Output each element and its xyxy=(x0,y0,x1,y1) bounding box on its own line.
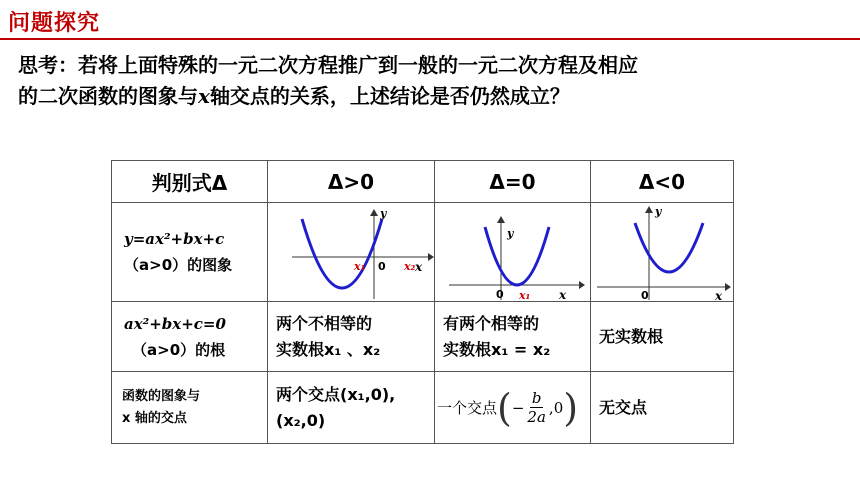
intersection-one-point-formula xyxy=(437,385,579,430)
equation-expression: ax²+bx+c=0 xyxy=(124,314,226,333)
graph-cell-two-roots xyxy=(268,203,435,302)
graph-cell-no-root xyxy=(591,203,734,302)
question-line-2-post: 轴交点的关系，上述结论是否仍然成立？ xyxy=(209,84,570,108)
roots-two-equal-line1: 有两个相等的 xyxy=(443,313,540,333)
parabola-no-root-graph xyxy=(591,203,733,301)
right-paren: ) xyxy=(563,385,579,430)
header-delta-zero: Δ=0 xyxy=(435,161,591,203)
fraction-numerator: b xyxy=(531,389,542,407)
table-header-row xyxy=(112,161,734,203)
left-paren: ( xyxy=(497,385,512,430)
intersection-row xyxy=(112,372,734,444)
intersection-two-points xyxy=(268,372,435,444)
graph3-x-label: x xyxy=(715,289,723,301)
parabola-one-root-graph xyxy=(435,203,590,301)
roots-row-label xyxy=(112,302,268,372)
roots-two-equal xyxy=(435,302,591,372)
function-condition: （a>0）的图象 xyxy=(124,256,233,274)
graph2-y-label: y xyxy=(507,227,514,240)
header-delta-positive: Δ>0 xyxy=(268,161,435,203)
section-title: 问题探究 xyxy=(8,11,101,36)
intersection-label-line2: x 轴的交点 xyxy=(122,410,187,426)
graph2-x-label: x xyxy=(559,288,567,301)
function-expression: y=ax²+bx+c xyxy=(124,230,225,248)
graph2-root-label: x₁ xyxy=(519,289,531,301)
graph3-y-label: y xyxy=(655,205,662,218)
header-discriminant: 判别式Δ xyxy=(112,161,268,203)
header-delta-negative: Δ<0 xyxy=(591,161,734,203)
graph-cell-one-root xyxy=(435,203,591,302)
fraction-tail: ,0 xyxy=(548,398,564,417)
graph3-origin-label: 0 xyxy=(641,289,649,301)
intersection-two-points-line2: (x₂,0) xyxy=(276,410,326,430)
graph-row-label xyxy=(112,203,268,302)
question-line-2-pre: 的二次函数的图象与 xyxy=(18,84,198,108)
roots-none: 无实数根 xyxy=(591,302,734,372)
roots-two-distinct xyxy=(268,302,435,372)
minus-sign: − xyxy=(511,398,525,417)
question-text xyxy=(18,50,838,112)
roots-row xyxy=(112,302,734,372)
intersection-none: 无交点 xyxy=(591,372,734,444)
question-line-1: 思考：若将上面特殊的一元二次方程推广到一般的一元二次方程及相应 xyxy=(18,53,638,77)
equation-condition: （a>0）的根 xyxy=(132,340,226,359)
graph1-origin-label: 0 xyxy=(378,260,386,273)
graph1-x-label: x xyxy=(415,260,423,274)
roots-two-distinct-line1: 两个不相等的 xyxy=(276,313,373,333)
fraction-denominator: 2a xyxy=(527,408,546,426)
intersection-row-label xyxy=(112,372,268,444)
title-divider xyxy=(0,38,860,40)
parabola-two-roots-graph xyxy=(268,203,434,301)
graph2-origin-label: 0 xyxy=(496,288,504,301)
intersection-two-points-line1: 两个交点(x₁,0), xyxy=(276,384,396,404)
one-point-prefix: 一个交点 xyxy=(437,399,498,417)
intersection-label-line1: 函数的图象与 xyxy=(122,388,201,404)
graph-row xyxy=(112,203,734,302)
question-variable-x: x xyxy=(198,84,210,108)
fraction-b-over-2a xyxy=(527,389,546,426)
roots-two-equal-line2: 实数根x₁ = x₂ xyxy=(443,339,551,359)
question-line-2 xyxy=(18,81,838,112)
roots-two-distinct-line2: 实数根x₁ 、x₂ xyxy=(276,339,381,359)
intersection-one-point xyxy=(435,372,591,444)
graph1-y-label: y xyxy=(380,207,387,220)
discriminant-table xyxy=(111,160,734,444)
graph1-root-x2-label: x₂ xyxy=(404,260,416,273)
graph1-root-x1-label: x₁ xyxy=(354,260,366,273)
